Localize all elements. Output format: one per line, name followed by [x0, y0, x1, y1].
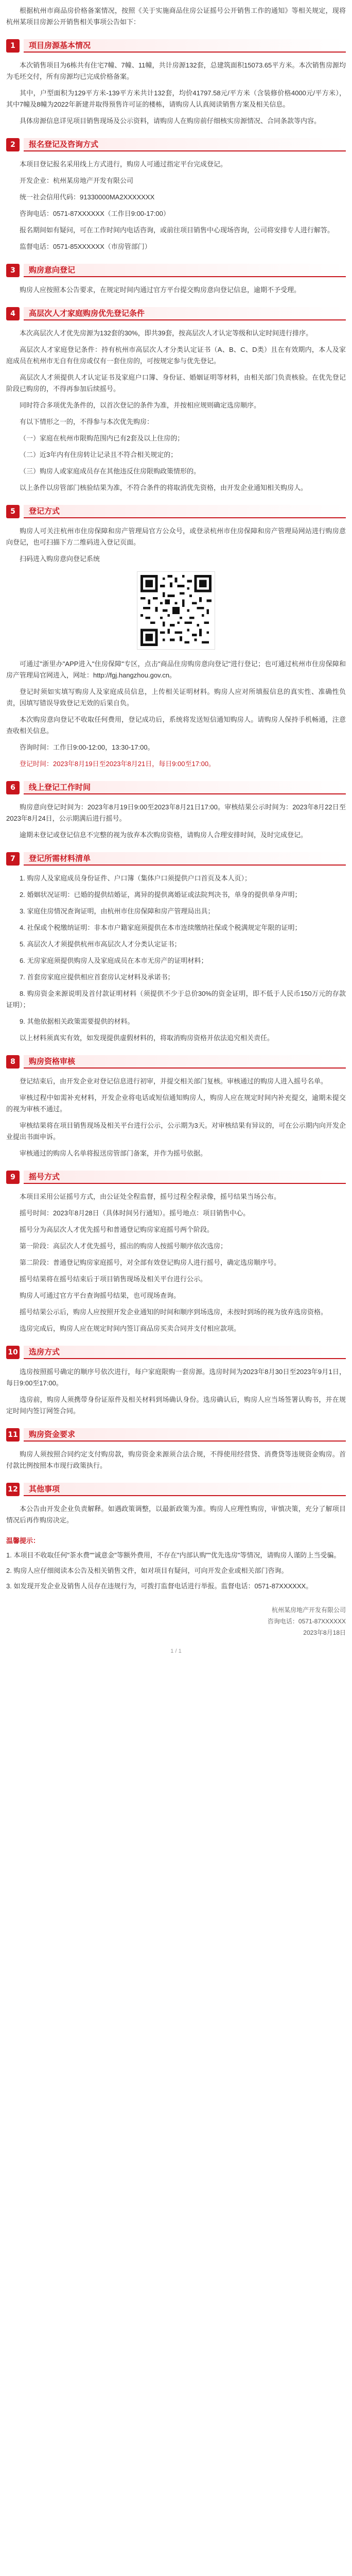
list-item: 第一阶段：高层次人才优先摇号，摇出的购房人按摇号顺序依次选房； — [20, 1242, 227, 1250]
section-header-7 — [6, 852, 346, 866]
section-paragraph: 本项目登记报名采用线上方式进行，购房人可通过指定平台完成登记。 — [20, 160, 227, 168]
section-paragraph: 高层次人才须提供人才认定证书及家庭户口簿、身份证、婚姻证明等材料，由相关部门负责核验。在优先登记阶段已购房的，不得再参加后续摇号。 — [6, 374, 346, 393]
qr-code[interactable] — [137, 572, 215, 649]
list-item: 2. 婚姻状况证明：已婚的提供结婚证，离异的提供离婚证或法院判决书，单身的提供单身声明； — [20, 891, 302, 899]
qr-caption: 扫码进入购房意向登记系统 — [20, 555, 100, 563]
notice-item: 3. 如发现开发企业及销售人员存在违规行为，可拨打监督电话进行举报。监督电话：0571-87XXXXXX。 — [6, 1582, 313, 1590]
section-title: 选房方式 — [24, 1346, 346, 1359]
qr-code-icon — [140, 575, 212, 646]
section-paragraph: 购房人须按照合同约定支付购房款，购房资金来源须合法合规，不得使用经营贷、消费贷等违规资金购房。首付款比例按照本市现行政策执行。 — [6, 1450, 346, 1469]
section-title: 登记所需材料清单 — [24, 852, 346, 866]
section-header-12 — [6, 1483, 346, 1496]
section-title: 登记方式 — [24, 505, 346, 518]
section-paragraph: 有以下情形之一的，不得参与本次优先购房： — [20, 418, 154, 426]
section-header-10 — [6, 1346, 346, 1359]
section-number: 10 — [6, 1346, 20, 1359]
section-paragraph: 购房意向登记时间为：2023年8月19日9:00至2023年8月21日17:00。审核结果公示时间为：2023年8月22日至2023年8月24日，公示期满后进行摇号。 — [6, 803, 346, 822]
section-paragraph: 本次销售项目为6栋共有住宅7幢、7幢、11幢，共计房源132套，总建筑面积15073.65平方米。本次销售房源均为毛坯交付，所有房源均已完成价格备案。 — [6, 61, 346, 80]
section-number: 1 — [6, 39, 20, 53]
section-paragraph: 本次购房意向登记不收取任何费用，登记成功后，系统将发送短信通知购房人。请购房人保持手机畅通，注意查收相关信息。 — [6, 716, 346, 735]
section-paragraph: 其中，户型面积为129平方米-139平方米共计132套，均价41797.58元/平方米（含装修价格4000元/平方米），其中7幢及8幢为2022年新建并取得预售许可证的楼栋，请购房人认真阅读销售方案及相关信息。 — [6, 89, 346, 108]
section-paragraph: 高层次人才家庭登记条件：持有杭州市高层次人才分类认定证书（A、B、C、D类）且在有效期内，本人及家庭成员在杭州市无自有住房或仅有一套住房的，可按规定参与优先登记。 — [6, 346, 346, 365]
list-item: 3. 家庭住房情况查询证明，由杭州市住房保障和房产管理局出具； — [20, 907, 215, 915]
section-header-11 — [6, 1428, 346, 1442]
section-paragraph: 以上条件以房管部门核验结果为准，不符合条件的将取消优先资格，由开发企业通知相关购房人。 — [20, 484, 308, 492]
list-item: 6. 无房家庭须提供购房人及家庭成员在本市无房产的证明材料； — [20, 957, 208, 964]
section-header-3 — [6, 264, 346, 277]
warm-notice — [6, 1535, 346, 1592]
section-number: 12 — [6, 1483, 20, 1496]
section-paragraph: 选房前，购房人须携带身份证原件及相关材料到场确认身份。选房确认后，购房人应当场签署认购书，并在规定时间内签订网签合同。 — [6, 1396, 346, 1415]
section-header-5 — [6, 505, 346, 518]
section-title: 购房资金要求 — [24, 1428, 346, 1442]
section-paragraph: 登记结束后，由开发企业对登记信息进行初审，并提交相关部门复核。审核通过的购房人进入摇号名单。 — [20, 1077, 328, 1085]
list-item: 5. 高层次人才须提供杭州市高层次人才分类认定证书； — [20, 940, 181, 948]
section-paragraph: （三）购房人或家庭成员存在其他违反住房限购政策情形的。 — [20, 467, 201, 475]
section-paragraph: 登记时须如实填写购房人及家庭成员信息，上传相关证明材料。购房人应对所填报信息的真实性、准确性负责，因填写错误导致登记无效的后果自负。 — [6, 688, 346, 707]
section-paragraph: （二）近3年内有住房转让记录且不符合相关规定的； — [20, 451, 178, 459]
section-number: 9 — [6, 1171, 20, 1184]
section-title: 购房资格审核 — [24, 1055, 346, 1069]
section-header-6 — [6, 781, 346, 794]
section-paragraph: 摇号时间：2023年8月28日（具体时间另行通知）。摇号地点：项目销售中心。 — [20, 1209, 250, 1217]
section-number: 2 — [6, 138, 20, 151]
list-item: 1. 购房人及家庭成员身份证件、户口簿（集体户口须提供户口首页及本人页）； — [20, 874, 251, 882]
section-paragraph: 本项目采用公证摇号方式，由公证处全程监督，摇号过程全程录像，摇号结果当场公布。 — [20, 1193, 281, 1200]
section-paragraph: 开发企业：杭州某房地产开发有限公司 — [20, 177, 134, 184]
section-paragraph: 选房按照摇号确定的顺序号依次进行，每户家庭限购一套房源。选房时间为2023年8月30日至2023年9月1日，每日9:00至17:00。 — [6, 1368, 346, 1387]
section-number: 5 — [6, 505, 20, 518]
section-paragraph: 具体房源信息详见项目销售现场及公示资料，请购房人在购房前仔细核实房源情况、合同条款等内容。 — [20, 117, 321, 125]
section-title: 其他事项 — [24, 1483, 346, 1496]
section-title: 线上登记工作时间 — [24, 781, 346, 794]
section-paragraph: 摇号结果公示后，购房人应按照开发企业通知的时间和顺序到场选房，未按时到场的视为放弃选房资格。 — [20, 1308, 328, 1316]
section-paragraph: 审核过程中如需补充材料，开发企业将电话或短信通知购房人，购房人应在规定时间内补充提交，逾期未提交的视为审核不通过。 — [6, 1094, 346, 1113]
section-paragraph: 可通过"浙里办"APP进入"住房保障"专区，点击"商品住房购房意向登记"进行登记；也可通过杭州市住房保障和房产管理局官网进入，网址：http://fgj.hangzhou.gov.cn。 — [6, 660, 346, 679]
publish-date: 2023年8月18日 — [303, 1629, 346, 1636]
section-title: 高层次人才家庭购房优先登记条件 — [24, 307, 346, 320]
section-paragraph: 以上材料须真实有效，如发现提供虚假材料的，将取消购房资格并依法追究相关责任。 — [20, 1034, 274, 1042]
section-number: 6 — [6, 781, 20, 794]
section-paragraph: 摇号分为高层次人才优先摇号和普通登记购房家庭摇号两个阶段。 — [20, 1226, 214, 1233]
intro-paragraph: 根据杭州市商品房价格备案情况，按照《关于实施商品住房公证摇号公开销售工作的通知》等相关规定，现将杭州某项目房源公开销售相关事项公告如下： — [6, 7, 346, 26]
section-paragraph: （一）家庭在杭州市限购范围内已有2套及以上住房的； — [20, 434, 184, 442]
section-header-4 — [6, 307, 346, 320]
list-item: 9. 其他依据相关政策需要提供的材料。 — [20, 1018, 134, 1025]
section-paragraph: 购房人可关注杭州市住房保障和房产管理局官方公众号，或登录杭州市住房保障和房产管理局网站进行购房意向登记，也可扫描下方二维码进入登记页面。 — [6, 527, 346, 546]
section-paragraph-highlight: 登记时间：2023年8月19日至2023年8月21日，每日9:00至17:00。 — [20, 760, 216, 768]
signature-block — [6, 1604, 346, 1638]
section-paragraph: 逾期未登记或登记信息不完整的视为放弃本次购房资格，请购房人合理安排时间，及时完成登记。 — [20, 831, 308, 839]
section-number: 4 — [6, 307, 20, 320]
section-title: 报名登记及咨询方式 — [24, 138, 346, 151]
section-paragraph: 报名期间如有疑问，可在工作时间内电话咨询，或前往项目销售中心现场咨询，公司将安排专人进行解答。 — [20, 226, 335, 234]
section-number: 3 — [6, 264, 20, 277]
notice-title: 温馨提示： — [6, 1537, 40, 1545]
section-paragraph: 本次高层次人才优先房源为132套的30%，即共39套，按高层次人才认定等级和认定时间进行排序。 — [20, 329, 313, 337]
section-paragraph: 咨询时间：工作日9:00-12:00，13:30-17:00。 — [20, 743, 154, 751]
section-paragraph: 审核结果将在项目销售现场及相关平台进行公示，公示期为3天。对审核结果有异议的，可在公示期内向开发企业提出书面申诉。 — [6, 1122, 346, 1141]
page-number: 1 / 1 — [170, 1648, 182, 1654]
section-number: 8 — [6, 1055, 20, 1069]
section-paragraph: 购房人可通过官方平台查询摇号结果，也可现场查询。 — [20, 1292, 181, 1299]
section-title: 项目房源基本情况 — [24, 39, 346, 53]
section-title: 购房意向登记 — [24, 264, 346, 277]
list-item: 7. 首套房家庭应提供相应首套房认定材料及承诺书； — [20, 973, 174, 981]
section-paragraph: 审核通过的购房人名单将报送房管部门备案，并作为摇号依据。 — [20, 1149, 207, 1157]
section-paragraph: 选房完成后，购房人应在规定时间内签订商品房买卖合同并支付相应款项。 — [20, 1325, 241, 1332]
list-item: 4. 社保或个税缴纳证明：非本市户籍家庭须提供在本市连续缴纳社保或个税满规定年限的证明； — [20, 924, 302, 931]
list-item: 8. 购房资金来源说明及首付款证明材料（须提供不少于总价30%的资金证明，即不低于人民币150万元的存款证明）； — [6, 990, 346, 1009]
section-paragraph: 本公告由开发企业负责解释。如遇政策调整，以最新政策为准。购房人应理性购房，审慎决策，充分了解项目情况后再作购房决定。 — [6, 1505, 346, 1524]
company-name: 杭州某房地产开发有限公司 — [271, 1606, 346, 1614]
section-header-2 — [6, 138, 346, 151]
section-number: 11 — [6, 1428, 20, 1442]
notice-item: 1. 本项目不收取任何"茶水费""诚意金"等额外费用，不存在"内部认购""优先选房"等情况，请购房人谨防上当受骗。 — [6, 1551, 341, 1559]
notice-item: 2. 购房人应仔细阅读本公告及相关销售文件，如对项目有疑问，可向开发企业或相关部门咨询。 — [6, 1567, 288, 1574]
section-paragraph: 同时符合多项优先条件的，以首次登记的条件为准，并按相应规则确定选房顺序。 — [20, 401, 261, 409]
section-header-9 — [6, 1171, 346, 1184]
section-paragraph: 监督电话：0571-85XXXXXX（市房管部门） — [20, 243, 151, 250]
contact-phone: 咨询电话：0571-87XXXXXX — [267, 1618, 346, 1625]
section-paragraph: 购房人应按照本公告要求，在规定时间内通过官方平台提交购房意向登记信息，逾期不予受理。 — [20, 286, 301, 294]
section-header-1 — [6, 39, 346, 53]
section-number: 7 — [6, 852, 20, 866]
qr-code-container — [6, 572, 346, 649]
list-item: 第二阶段：普通登记购房家庭摇号，对全部有效登记购房人进行摇号，确定选房顺序号。 — [20, 1259, 281, 1266]
section-header-8 — [6, 1055, 346, 1069]
section-paragraph: 统一社会信用代码：91330000MA2XXXXXXX — [20, 193, 155, 201]
section-paragraph: 摇号结果将在摇号结束后于项目销售现场及相关平台进行公示。 — [20, 1275, 207, 1283]
section-title: 摇号方式 — [24, 1171, 346, 1184]
section-paragraph: 咨询电话：0571-87XXXXXX（工作日9:00-17:00） — [20, 210, 170, 217]
